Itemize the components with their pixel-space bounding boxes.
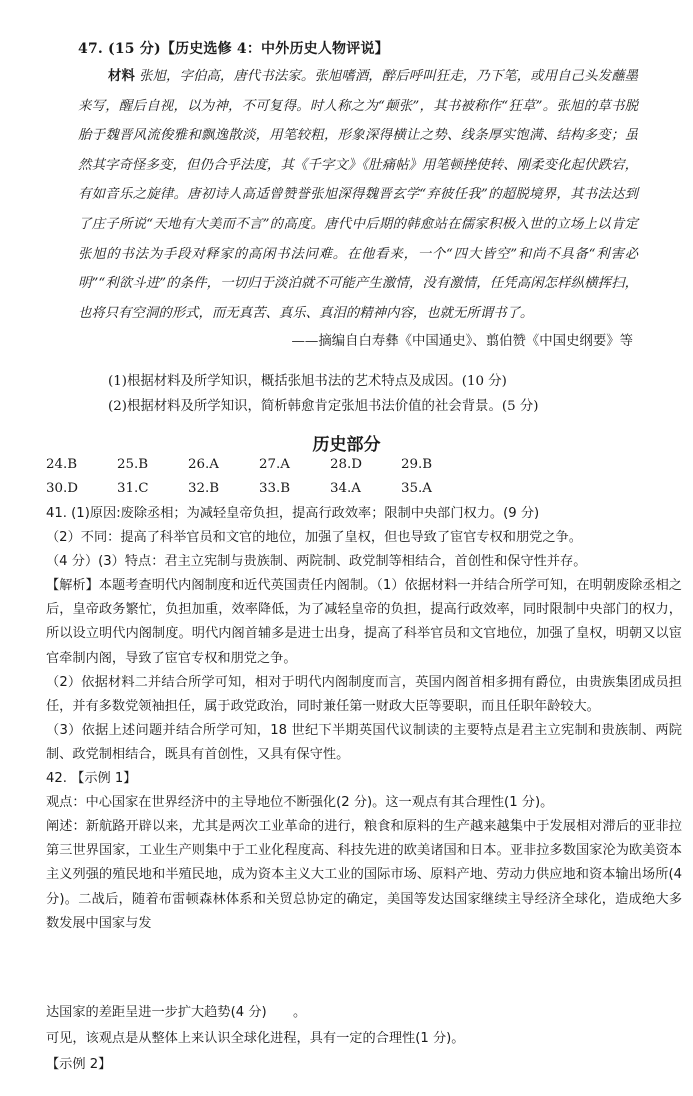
answer-42-continued: 达国家的差距呈进一步扩大趋势(4 分) 。 bbox=[46, 1005, 307, 1020]
answer-42-example-2: 【示例 2】 bbox=[46, 1057, 112, 1072]
answer-41-analysis-3: （3）依据上述问题并结合所学可知，18 世纪下半期英国代议制读的主要特点是君主立宪制和贵族制、两院制、政党制相结合，既具有首创性，又具有保守性。 bbox=[46, 722, 682, 762]
answer-key: 35.A bbox=[401, 481, 432, 496]
answer-41-block bbox=[46, 502, 682, 936]
answer-42-viewpoint: 观点：中心国家在世界经济中的主导地位不断强化(2 分)。这一观点有其合理性(1 分)。 bbox=[46, 795, 554, 811]
answer-key: 26.A bbox=[188, 457, 219, 472]
answer-42-continuation bbox=[46, 1000, 682, 1078]
answer-key: 32.B bbox=[188, 481, 220, 496]
answer-key: 24.B bbox=[46, 457, 78, 472]
answer-row-2 bbox=[46, 481, 472, 496]
answer-key: 25.B bbox=[117, 457, 149, 472]
answer-key: 33.B bbox=[259, 481, 291, 496]
material-label: 材料 bbox=[108, 68, 135, 84]
answer-41-analysis-2: （2）依据材料二并结合所学可知，相对于明代内阁制度而言，英国内阁首相多拥有爵位，由贵族集团成员担任，并有多数党领袖担任，属于政党政治，同时兼任第一财政大臣等要职，而且任职年龄较大。 bbox=[46, 674, 682, 714]
question-47-heading: 47. (15 分)【历史选修 4：中外历史人物评说】 bbox=[78, 41, 389, 57]
answer-key: 29.B bbox=[401, 457, 433, 472]
answer-key: 30.D bbox=[46, 481, 79, 496]
answer-42-conclusion: 可见，该观点是从整体上来认识全球化进程，具有一定的合理性(1 分)。 bbox=[46, 1031, 465, 1046]
answer-key: 34.A bbox=[330, 481, 361, 496]
material-source: ——摘编自白寿彝《中国通史》、翦伯赞《中国史纲要》等 bbox=[291, 334, 633, 349]
question-47-part-2: (2)根据材料及所学知识，简析韩愈肯定张旭书法价值的社会背景。(5 分) bbox=[108, 399, 539, 414]
material-passage bbox=[78, 62, 638, 328]
answer-41-part-3: （4 分）(3）特点：君主立宪制与贵族制、两院制、政党制等相结合，首创性和保守性并存。 bbox=[46, 554, 587, 570]
answer-key: 31.C bbox=[117, 481, 149, 496]
answer-42-heading: 42. 【示例 1】 bbox=[46, 771, 137, 787]
answer-41-analysis: 【解析】本题考查明代内阁制度和近代英国责任内阁制。（1）依据材料一并结合所学可知，在明朝废除丞相之后，皇帝政务繁忙，负担加重，效率降低，为了减轻皇帝的负担，提高行政效率，同时限制中央部门的权力，所以设立明代内阁制度。明代内阁首辅多是进士出身，提高了科举官员和文官地位，加强了皇权，明朝又以宦官牵制内阁，导致了宦官专权和朋党之争。 bbox=[46, 578, 682, 666]
answer-row-1 bbox=[46, 457, 472, 472]
answer-41-part-2: （2）不同：提高了科举官员和文官的地位，加强了皇权，但也导致了宦官专权和朋党之争。 bbox=[46, 530, 582, 546]
section-title: 历史部分 bbox=[312, 435, 381, 455]
material-text: 张旭，字伯高，唐代书法家。张旭嗜酒，醉后呼叫狂走，乃下笔，或用自己头发蘸墨来写，醒后自视，以为神，不可复得。时人称之为“颠张”，其书被称作“狂草”。张旭的草书脱胎于魏晋风流俊雅和飘逸散淡，用笔较粗，形象深得横让之势、线条厚实饱满、结构多变；虽然其字奇怪多变，但仍合乎法度，其《千字文》《肚痛帖》用笔顿挫使转、刚柔变化起伏跌宕，有如音乐之旋律。唐初诗人高适曾赞誉张旭深得魏晋玄学“弃彼任我”的超脱境界，其书法达到了庄子所说“天地有大美而不言”的高度。唐代中后期的韩愈站在儒家积极入世的立场上以肯定张旭的书法为手段对释家的高闲书法问难。在他看来，一个“四大皆空”和尚不具备“利害必明”“利欲斗进”的条件，一切归于淡泊就不可能产生激情，没有激情，任凭高闲怎样纵横挥扫，也将只有空洞的形式，而无真苦、真乐、真泪的精神内容，也就无所谓书了。 bbox=[78, 69, 639, 321]
answer-key: 28.D bbox=[330, 457, 363, 472]
answer-key: 27.A bbox=[259, 457, 290, 472]
answer-42-elaboration: 阐述：新航路开辟以来，尤其是两次工业革命的进行，粮食和原料的生产越来越集中于发展相对滞后的亚非拉第三世界国家，工业生产则集中于工业化程度高、科技先进的欧美诸国和日本。亚非拉多数国家沦为欧美资本主义列强的殖民地和半殖民地，成为资本主义大工业的国际市场、原料产地、劳动力供应地和资本输出场所(4 分)。二战后，随着布雷顿森林体系和关贸总协定的确定，美国等发达国家继续主导经济全球化，造成绝大多数发展中国家与发 bbox=[46, 819, 682, 931]
answer-41-part-1: 41. (1)原因:废除丞相；为减轻皇帝负担，提高行政效率；限制中央部门权力。(9 分) bbox=[46, 506, 540, 521]
question-47-part-1: (1)根据材料及所学知识，概括张旭书法的艺术特点及成因。(10 分) bbox=[108, 374, 507, 389]
